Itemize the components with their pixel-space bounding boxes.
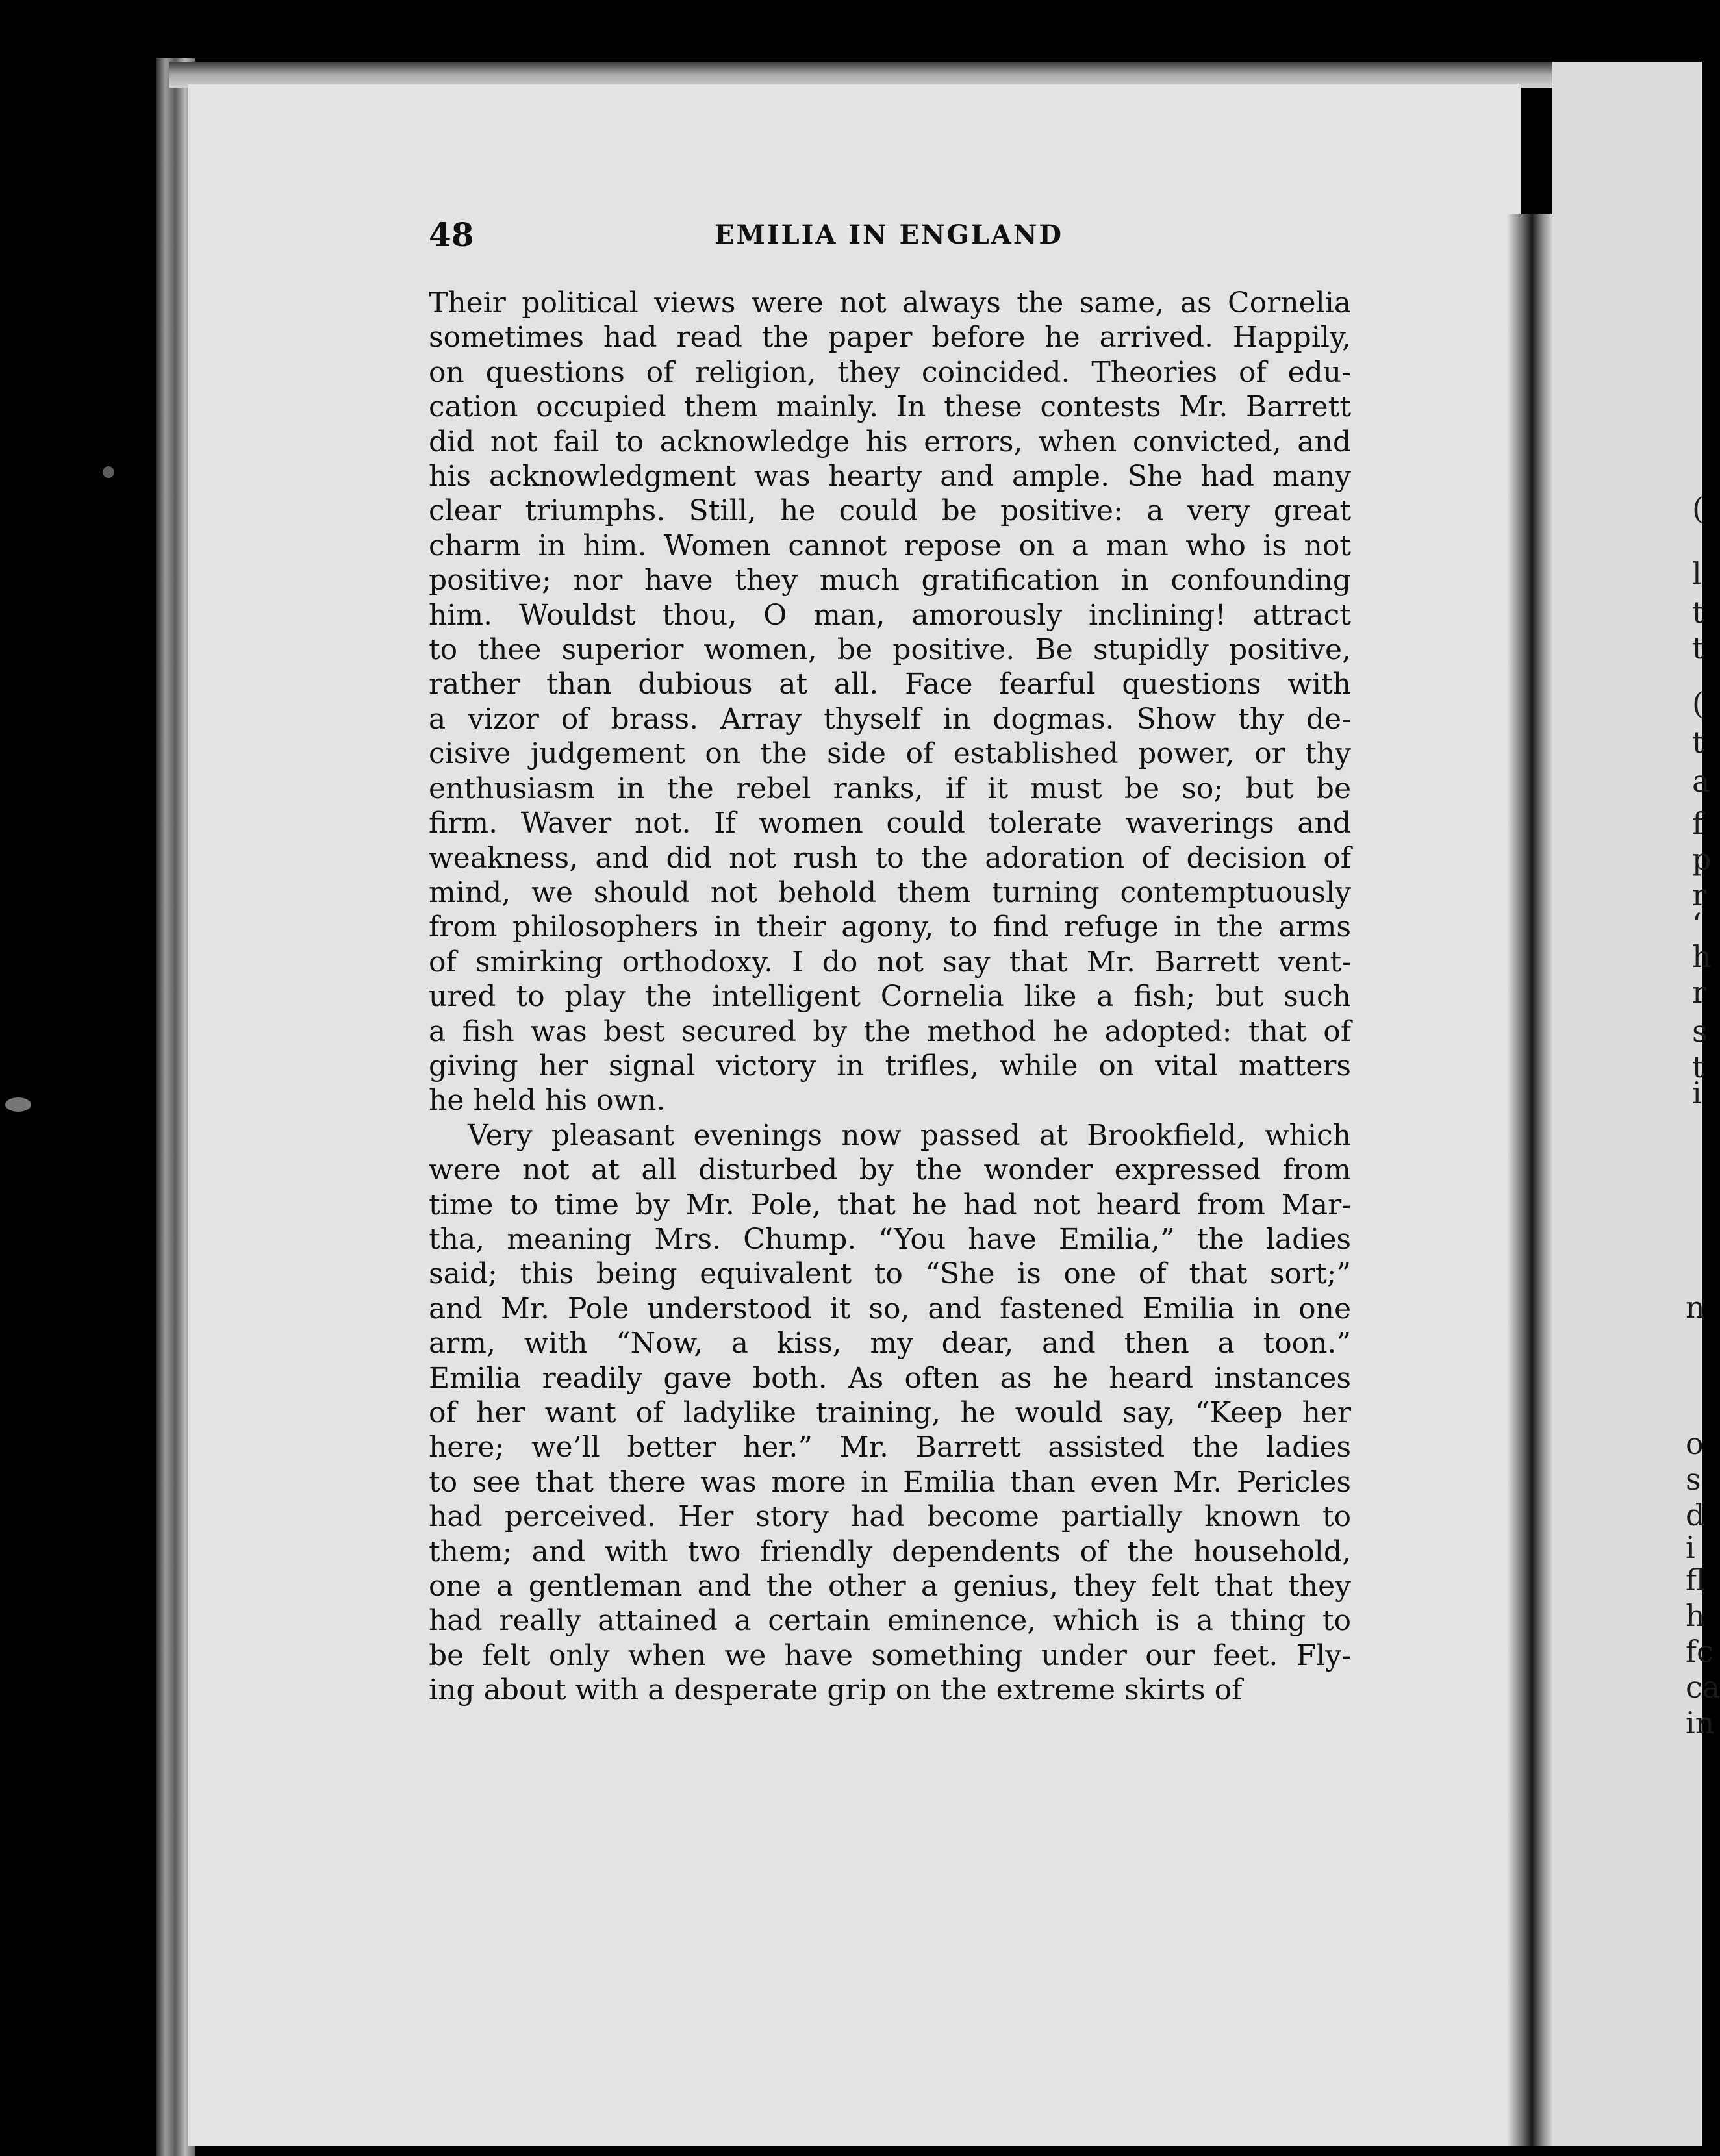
text-line: time to time by Mr. Pole, that he had not heard from Mar- — [429, 1188, 1351, 1222]
margin-speck — [103, 466, 114, 478]
adjacent-page-fragment: t — [1692, 595, 1704, 630]
text-line: had really attained a certain eminence, which is a thing to — [429, 1604, 1351, 1638]
text-line: be felt only when we have something under our feet. Fly- — [429, 1638, 1351, 1672]
text-line: cation occupied them mainly. In these contests Mr. Barrett — [429, 390, 1351, 424]
margin-speck — [5, 1097, 31, 1112]
adjacent-page-fragment: fl — [1686, 1562, 1706, 1598]
adjacent-page-fragment: r — [1692, 975, 1706, 1010]
adjacent-page-fragment: t — [1692, 631, 1704, 666]
text-line: of her want of ladylike training, he would say, “Keep her — [429, 1396, 1351, 1429]
text-line: from philosophers in their agony, to find refuge in the arms — [429, 910, 1351, 944]
adjacent-page-fragment: in — [1686, 1705, 1715, 1740]
adjacent-page-fragment: t — [1692, 1049, 1704, 1084]
adjacent-page-fragment: n — [1686, 1290, 1705, 1325]
body-text — [429, 286, 1351, 1708]
adjacent-page-fragment: f — [1692, 806, 1704, 841]
text-line: and Mr. Pole understood it so, and fastened Emilia in one — [429, 1292, 1351, 1325]
adjacent-page-fragment: r — [1692, 877, 1706, 912]
adjacent-page-fragment: t — [1692, 725, 1704, 760]
text-line: ured to play the intelligent Cornelia like a fish; but such — [429, 980, 1351, 1014]
text-line: of smirking orthodoxy. I do not say that Mr. Barrett vent- — [429, 945, 1351, 979]
text-line: he held his own. — [429, 1084, 666, 1118]
text-line: had perceived. Her story had become partially known to — [429, 1500, 1351, 1534]
adjacent-page-fragment: ‘ — [1692, 907, 1702, 942]
adjacent-page-fragment: d — [1686, 1498, 1705, 1533]
text-line: a vizor of brass. Array thyself in dogmas. Show thy de- — [429, 702, 1351, 736]
adjacent-page-fragment: fc — [1686, 1634, 1714, 1669]
text-line: tha, meaning Mrs. Chump. “You have Emilia,” the ladies — [429, 1222, 1351, 1256]
text-line: him. Wouldst thou, O man, amorously inclining! attract — [429, 598, 1351, 632]
gutter-shadow — [1507, 214, 1552, 2146]
adjacent-page-fragment: ca — [1686, 1670, 1720, 1705]
text-line: Their political views were not always the same, as Cornelia — [429, 286, 1351, 320]
adjacent-page-fragment: l — [1692, 556, 1702, 591]
adjacent-page-fragment: o — [1686, 1426, 1704, 1461]
text-line: charm in him. Women cannot repose on a man who is not — [429, 529, 1351, 562]
book-edge-top — [169, 62, 1702, 88]
text-line: them; and with two friendly dependents of the household, — [429, 1535, 1351, 1568]
adjacent-page-fragment: p — [1692, 842, 1712, 877]
text-line: cisive judgement on the side of established power, or thy — [429, 737, 1351, 771]
text-line: on questions of religion, they coincided. Theories of edu- — [429, 355, 1351, 389]
text-line: weakness, and did not rush to the adoration of decision of — [429, 841, 1351, 875]
adjacent-page-fragment: ( — [1692, 491, 1704, 526]
text-line: arm, with “Now, a kiss, my dear, and then a toon.” — [429, 1327, 1351, 1360]
text-line: here; we’ll better her.” Mr. Barrett assisted the ladies — [429, 1431, 1351, 1464]
text-line: firm. Waver not. If women could tolerate waverings and — [429, 807, 1351, 840]
text-line: sometimes had read the paper before he arrived. Happily, — [429, 321, 1351, 355]
adjacent-page-fragment: a — [1692, 764, 1710, 799]
text-line: Emilia readily gave both. As often as he heard instances — [429, 1361, 1351, 1395]
adjacent-page-fragment: ( — [1692, 686, 1704, 721]
adjacent-page-fragment: s — [1692, 1014, 1708, 1049]
text-line: to see that there was more in Emilia than even Mr. Pericles — [429, 1465, 1351, 1499]
text-line: a fish was best secured by the method he adopted: that of — [429, 1014, 1351, 1048]
adjacent-page-fragment: i — [1692, 1075, 1702, 1110]
text-line: were not at all disturbed by the wonder expressed from — [429, 1153, 1351, 1187]
paragraph — [429, 286, 1351, 1118]
text-line: giving her signal victory in trifles, while on vital matters — [429, 1049, 1351, 1083]
adjacent-page-edge — [1552, 62, 1720, 2146]
adjacent-page-fragment: h — [1686, 1598, 1705, 1633]
adjacent-page-fragment: s — [1686, 1462, 1701, 1497]
text-line: clear triumphs. Still, he could be positive: a very great — [429, 494, 1351, 528]
text-line: one a gentleman and the other a genius, they felt that they — [429, 1570, 1351, 1603]
running-head — [429, 216, 1351, 261]
adjacent-page-fragment: i — [1686, 1530, 1695, 1565]
text-line: did not fail to acknowledge his errors, when convicted, and — [429, 425, 1351, 458]
page-number: 48 — [429, 216, 474, 254]
text-line: rather than dubious at all. Face fearful questions with — [429, 668, 1351, 701]
text-line: his acknowledgment was hearty and ample. She had many — [429, 460, 1351, 494]
text-line: mind, we should not behold them turning contemptuously — [429, 875, 1351, 909]
text-line: to thee superior women, be positive. Be stupidly positive, — [429, 633, 1351, 667]
paragraph — [429, 1118, 1351, 1708]
text-line: positive; nor have they much gratification in confounding — [429, 564, 1351, 597]
text-line: said; this being equivalent to “She is one of that sort;” — [429, 1257, 1351, 1291]
adjacent-page-fragment: h — [1692, 939, 1712, 974]
text-line: Very pleasant evenings now passed at Brookfield, which — [468, 1118, 1351, 1152]
running-title: EMILIA IN ENGLAND — [715, 219, 1064, 250]
text-line: enthusiasm in the rebel ranks, if it must be so; but be — [429, 771, 1351, 805]
text-line: ing about with a desperate grip on the extreme skirts of — [429, 1673, 1243, 1707]
